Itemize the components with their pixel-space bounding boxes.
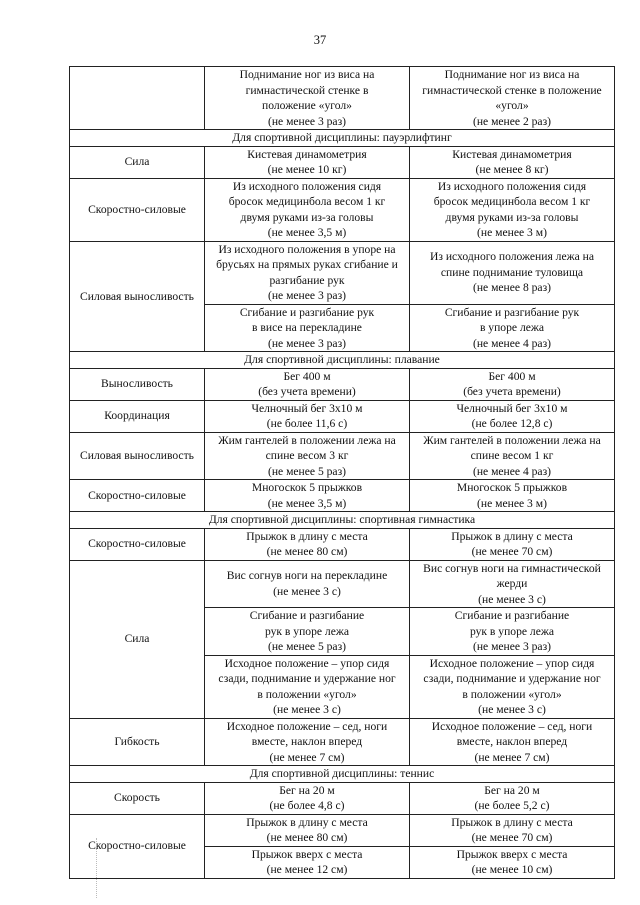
section-header-row [70, 766, 615, 783]
cell-line: Поднимание ног из виса на [444, 68, 580, 81]
table-row [70, 814, 615, 846]
table-row [70, 400, 615, 432]
standards-table [69, 66, 615, 879]
cell-line: (не менее 7 см) [269, 750, 345, 764]
section-title: Для спортивной дисциплины: спортивная гимнастика [70, 512, 615, 529]
cell-line: Кистевая динамометрия [452, 147, 572, 161]
female-standard-cell [410, 400, 615, 432]
cell-line: сзади, поднимание и удержание ног [218, 672, 396, 685]
cell-line: сзади, поднимание и удержание ног [423, 672, 601, 685]
cell-line: Исходное положение – сед, ноги [226, 719, 388, 733]
female-standard-cell [410, 368, 615, 400]
cell-line: (не более 5,2 с) [474, 799, 550, 812]
male-standard-cell [205, 67, 410, 130]
cell-line: (не более 11,6 с) [266, 417, 348, 430]
table-row [70, 560, 615, 608]
cell-line: (не менее 70 см) [471, 545, 553, 558]
cell-line: (не более 12,8 с) [471, 417, 553, 430]
female-standard-cell [410, 178, 615, 241]
cell-line: Из исходного положения в упоре на [218, 242, 396, 256]
cell-line: спине весом 1 кг [470, 449, 554, 462]
male-standard-cell [205, 655, 410, 718]
cell-line: Прыжок в длину с места [451, 529, 573, 543]
cell-line: в висе на перекладине [252, 321, 362, 334]
male-standard-cell [205, 814, 410, 846]
female-standard-cell [410, 480, 615, 512]
quality-cell: Сила [70, 560, 205, 718]
section-title: Для спортивной дисциплины: пауэрлифтинг [70, 130, 615, 147]
cell-line: Прыжок в длину с места [451, 815, 573, 829]
female-standard-cell [410, 814, 615, 846]
table-row [70, 67, 615, 130]
page-number: 37 [313, 33, 327, 47]
cell-line: Исходное положение – сед, ноги [431, 719, 593, 733]
cell-line: гимнастической стенке в [245, 83, 369, 97]
cell-line: вместе, наклон вперед [456, 735, 568, 748]
male-standard-cell [205, 718, 410, 766]
cell-line: Исходное положение – упор сидя [224, 656, 390, 670]
cell-line: рук в упоре лежа [469, 624, 555, 638]
quality-cell: Сила [70, 146, 205, 178]
cell-line: (без учета времени) [463, 385, 561, 398]
scan-artifact [96, 838, 98, 898]
cell-line: (не менее 3 раз) [267, 114, 347, 128]
quality-cell: Гибкость [70, 718, 205, 766]
table-row [70, 368, 615, 400]
female-standard-cell [410, 304, 615, 352]
female-standard-cell [410, 655, 615, 718]
male-standard-cell [205, 480, 410, 512]
cell-line: Бег на 20 м [279, 783, 335, 797]
cell-line: (не менее 80 см) [266, 831, 348, 844]
cell-line: бросок медицинбола весом 1 кг [228, 195, 386, 208]
male-standard-cell [205, 432, 410, 480]
section-header-row [70, 352, 615, 369]
cell-line: спине весом 3 кг [265, 449, 349, 462]
female-standard-cell [410, 718, 615, 766]
male-standard-cell [205, 146, 410, 178]
cell-line: (не менее 3 с) [273, 703, 341, 716]
cell-line: гимнастической стенке в положение [422, 83, 602, 97]
section-header-row [70, 130, 615, 147]
cell-line: бросок медицинбола весом 1 кг [433, 195, 591, 208]
cell-line: «угол» [495, 99, 529, 112]
quality-cell: Силовая выносливость [70, 241, 205, 352]
cell-line: (не менее 3 раз) [267, 336, 347, 350]
cell-line: Сгибание и разгибание [454, 609, 570, 622]
cell-line: (не менее 3 раз) [267, 289, 347, 302]
table-row [70, 782, 615, 814]
cell-line: (не менее 10 кг) [267, 163, 347, 176]
cell-line: Исходное положение – упор сидя [429, 656, 595, 670]
cell-line: (не менее 3 раз) [472, 640, 552, 653]
cell-line: (не менее 3 м) [477, 496, 547, 510]
cell-line: Сгибание и разгибание [249, 609, 365, 622]
cell-line: Жим гантелей в положении лежа на [423, 433, 601, 447]
cell-line: (не менее 12 см) [266, 863, 348, 876]
cell-line: брусьях на прямых руках сгибание и [216, 258, 398, 271]
cell-line: Прыжок в длину с места [246, 529, 368, 543]
quality-cell: Скоростно-силовые [70, 814, 205, 878]
cell-line: Вис согнув ноги на гимнастической [423, 561, 601, 575]
cell-line: Бег на 20 м [484, 783, 540, 797]
cell-line: (не менее 3,5 м) [267, 496, 347, 510]
cell-line: (не менее 3 с) [478, 703, 546, 716]
male-standard-cell [205, 400, 410, 432]
cell-line: положение «угол» [262, 99, 352, 112]
table-row [70, 480, 615, 512]
cell-line: рук в упоре лежа [264, 624, 350, 638]
male-standard-cell [205, 782, 410, 814]
male-standard-cell [205, 608, 410, 656]
table-row [70, 241, 615, 304]
female-standard-cell [410, 432, 615, 480]
cell-line: Вис согнув ноги на перекладине [226, 569, 388, 583]
male-standard-cell [205, 846, 410, 878]
female-standard-cell [410, 560, 615, 608]
cell-line: (не менее 3 с) [273, 584, 341, 598]
quality-cell: Координация [70, 400, 205, 432]
table-row [70, 178, 615, 241]
cell-line: (не менее 80 см) [266, 545, 348, 558]
cell-line: Челночный бег 3х10 м [251, 401, 363, 415]
cell-line: Из исходного положения лежа на [429, 250, 595, 264]
female-standard-cell [410, 528, 615, 560]
male-standard-cell [205, 368, 410, 400]
section-title: Для спортивной дисциплины: плавание [70, 352, 615, 369]
cell-line: (не менее 3 с) [478, 592, 546, 606]
male-standard-cell [205, 178, 410, 241]
quality-cell: Силовая выносливость [70, 432, 205, 480]
quality-cell [70, 67, 205, 130]
cell-line: Из исходного положения сидя [232, 179, 382, 193]
cell-line: Многоскок 5 прыжков [251, 481, 363, 494]
cell-line: (не менее 2 раз) [472, 114, 552, 128]
cell-line: (не менее 5 раз) [267, 640, 347, 653]
cell-line: Челночный бег 3х10 м [456, 401, 568, 415]
cell-line: (не менее 10 см) [471, 863, 553, 876]
cell-line: (не менее 7 см) [474, 750, 550, 764]
cell-line: (не более 4,8 с) [269, 799, 345, 812]
cell-line: (без учета времени) [258, 385, 356, 398]
quality-cell: Скоростно-силовые [70, 528, 205, 560]
cell-line: двумя руками из-за головы [445, 210, 579, 224]
cell-line: жерди [496, 577, 528, 590]
cell-line: Кистевая динамометрия [247, 147, 367, 161]
male-standard-cell [205, 560, 410, 608]
cell-line: (не менее 5 раз) [267, 464, 347, 478]
table-row [70, 146, 615, 178]
section-title: Для спортивной дисциплины: теннис [70, 766, 615, 783]
male-standard-cell [205, 304, 410, 352]
cell-line: Жим гантелей в положении лежа на [218, 433, 396, 447]
cell-line: Прыжок вверх с места [251, 847, 363, 861]
quality-cell: Скорость [70, 782, 205, 814]
cell-line: Многоскок 5 прыжков [456, 481, 568, 494]
female-standard-cell [410, 241, 615, 304]
cell-line: спине поднимание туловища [440, 265, 584, 279]
cell-line: Сгибание и разгибание рук [444, 305, 580, 319]
cell-line: Поднимание ног из виса на [239, 68, 375, 81]
cell-line: (не менее 70 см) [471, 831, 553, 844]
quality-cell: Скоростно-силовые [70, 178, 205, 241]
section-header-row [70, 512, 615, 529]
table-row [70, 528, 615, 560]
cell-line: Прыжок в длину с места [246, 815, 368, 829]
cell-line: (не менее 3 м) [477, 226, 547, 239]
male-standard-cell [205, 241, 410, 304]
female-standard-cell [410, 782, 615, 814]
cell-line: Прыжок вверх с места [456, 847, 568, 861]
cell-line: вместе, наклон вперед [251, 735, 363, 748]
table-row [70, 718, 615, 766]
cell-line: Бег 400 м [488, 369, 536, 383]
cell-line: в положении «угол» [257, 687, 357, 701]
cell-line: (не менее 4 раз) [472, 464, 552, 478]
quality-cell: Скоростно-силовые [70, 480, 205, 512]
female-standard-cell [410, 846, 615, 878]
male-standard-cell [205, 528, 410, 560]
cell-line: (не менее 8 раз) [472, 281, 552, 295]
female-standard-cell [410, 67, 615, 130]
female-standard-cell [410, 146, 615, 178]
quality-cell: Выносливость [70, 368, 205, 400]
cell-line: Бег 400 м [283, 369, 331, 383]
cell-line: Сгибание и разгибание рук [239, 305, 375, 319]
cell-line: (не менее 8 кг) [475, 163, 549, 176]
cell-line: двумя руками из-за головы [240, 210, 374, 224]
cell-line: (не менее 3,5 м) [267, 226, 347, 239]
cell-line: разгибание рук [269, 273, 345, 287]
cell-line: Из исходного положения сидя [437, 179, 587, 193]
cell-line: (не менее 4 раз) [472, 336, 552, 350]
cell-line: в положении «угол» [462, 687, 562, 701]
table-row [70, 432, 615, 480]
cell-line: в упоре лежа [479, 321, 545, 334]
female-standard-cell [410, 608, 615, 656]
